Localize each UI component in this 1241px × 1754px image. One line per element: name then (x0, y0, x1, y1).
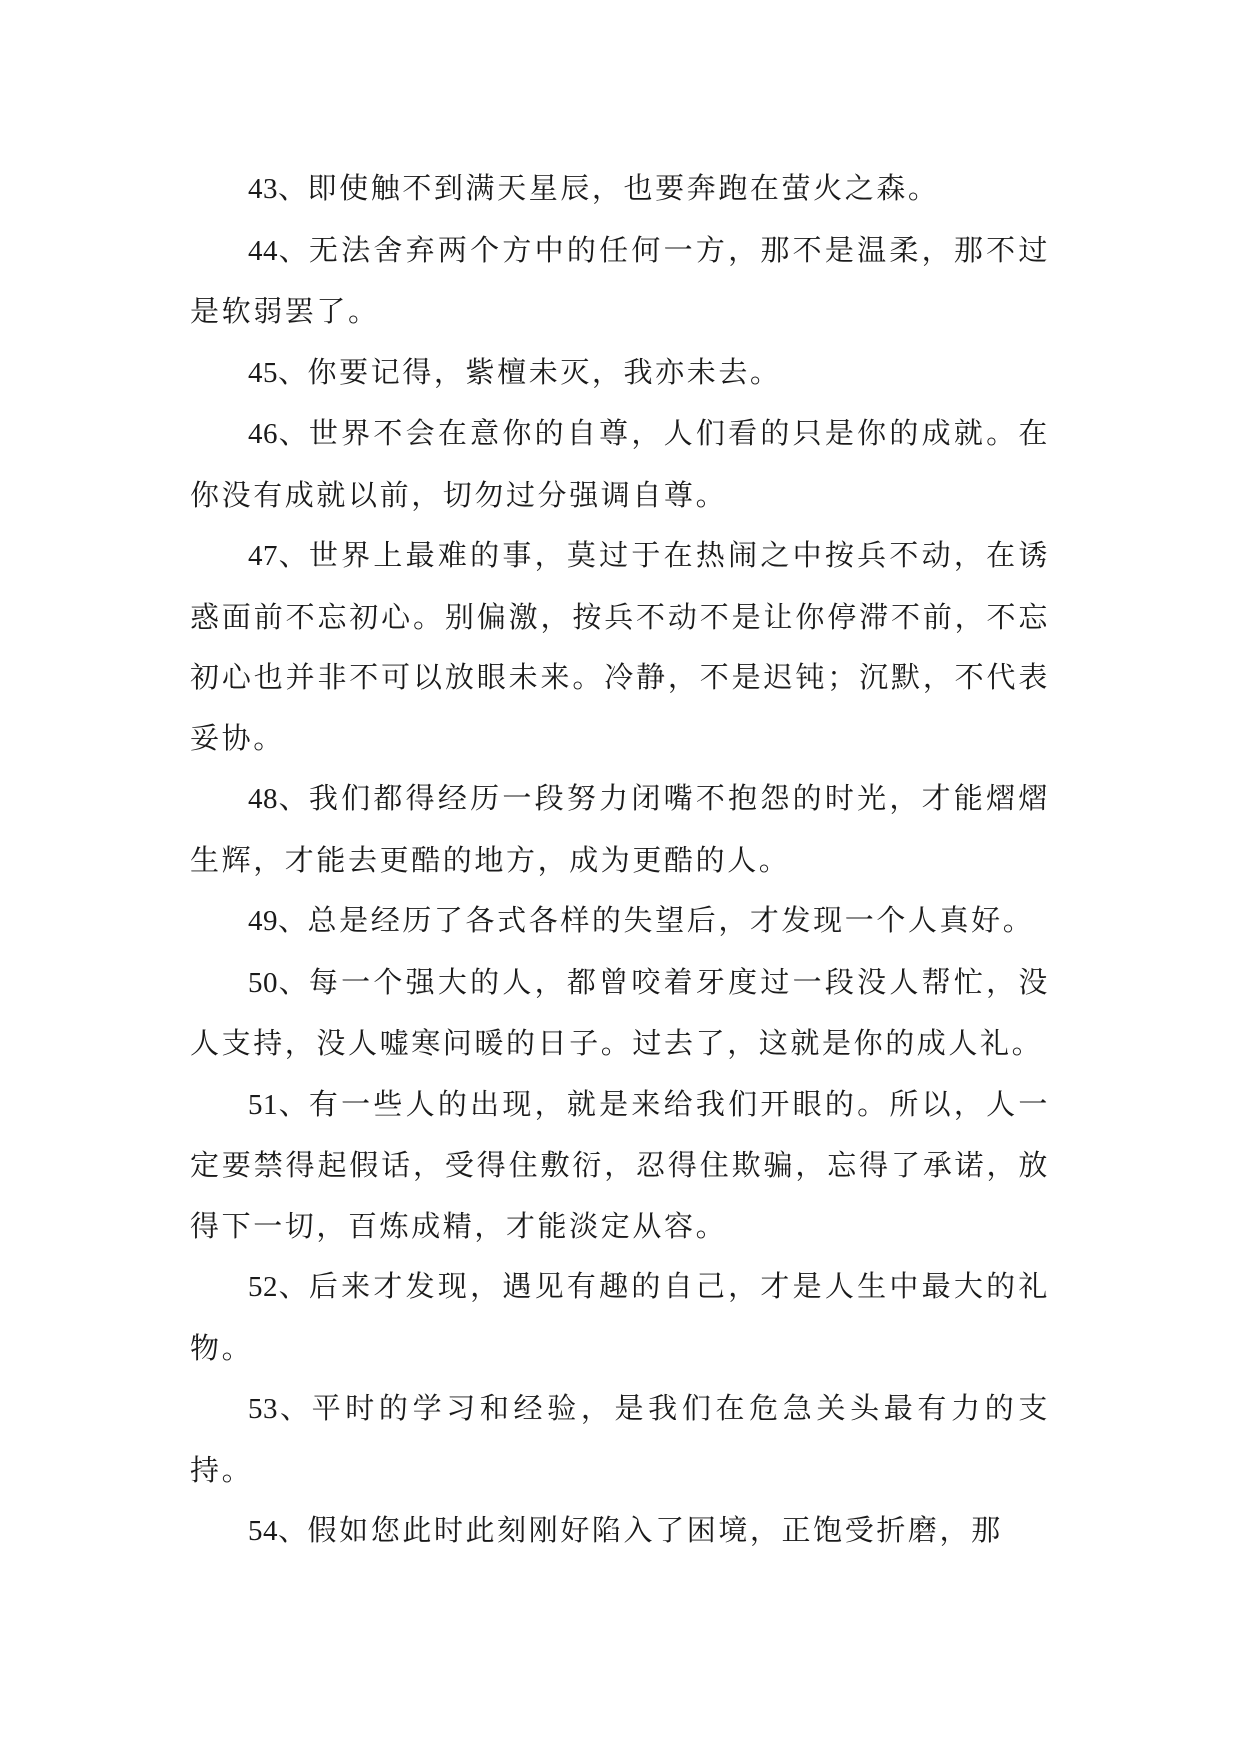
paragraph-text: 假如您此时此刻刚好陷入了困境，正饱受折磨，那 (307, 1513, 1003, 1547)
item-number: 47、 (248, 540, 309, 572)
item-number: 51、 (248, 1088, 309, 1121)
item-number: 45、 (248, 356, 308, 389)
item-number: 53、 (248, 1393, 312, 1425)
paragraph-text: 后来才发现，遇见有趣的自己，才是人生中最大的礼物。 (190, 1269, 1050, 1365)
item-number: 50、 (248, 966, 309, 999)
paragraph-44 (190, 220, 1050, 342)
item-number: 48、 (248, 783, 309, 815)
paragraph-text: 每一个强大的人，都曾咬着牙度过一段没人帮忙，没人支持，没人嘘寒问暖的日子。过去了，这就是你的成人礼。 (190, 964, 1050, 1060)
item-number: 54、 (248, 1515, 308, 1547)
paragraph-text: 无法舍弃两个方中的任何一方，那不是温柔，那不过是软弱罢了。 (190, 232, 1050, 328)
paragraph-text: 有一些人的出现，就是来给我们开眼的。所以，人一定要禁得起假话，受得住敷衍，忍得住欺骗，忘得了承诺，放得下一切，百炼成精，才能淡定从容。 (190, 1086, 1050, 1243)
item-number: 46、 (248, 418, 309, 450)
paragraph-49 (190, 890, 1050, 952)
paragraph-53 (190, 1378, 1050, 1500)
paragraph-text: 世界不会在意你的自尊，人们看的只是你的成就。在你没有成就以前，切勿过分强调自尊。 (190, 416, 1050, 512)
paragraph-43 (190, 158, 1050, 220)
paragraph-54 (190, 1500, 1050, 1562)
item-number: 44、 (248, 234, 309, 267)
paragraph-text: 世界上最难的事，莫过于在热闹之中按兵不动，在诱惑面前不忘初心。别偏激，按兵不动不是让你停滞不前，不忘初心也并非不可以放眼未来。冷静，不是迟钝；沉默，不代表妥协。 (190, 538, 1050, 755)
body-text (190, 158, 1050, 1562)
item-number: 43、 (248, 173, 308, 205)
item-number: 52、 (248, 1271, 309, 1303)
paragraph-text: 平时的学习和经验，是我们在危急关头最有力的支持。 (190, 1391, 1050, 1487)
paragraph-text: 我们都得经历一段努力闭嘴不抱怨的时光，才能熠熠生辉，才能去更酷的地方，成为更酷的人。 (190, 781, 1050, 877)
paragraph-50 (190, 952, 1050, 1074)
paragraph-text: 即使触不到满天星辰，也要奔跑在萤火之森。 (307, 171, 940, 205)
paragraph-51 (190, 1074, 1050, 1257)
paragraph-52 (190, 1256, 1050, 1378)
item-number: 49、 (248, 905, 308, 937)
paragraph-text: 总是经历了各式各样的失望后，才发现一个人真好。 (307, 903, 1035, 937)
paragraph-46 (190, 403, 1050, 525)
paragraph-48 (190, 768, 1050, 890)
paragraph-45 (190, 342, 1050, 404)
paragraph-47 (190, 525, 1050, 768)
paragraph-text: 你要记得，紫檀未灭，我亦未去。 (307, 354, 782, 389)
